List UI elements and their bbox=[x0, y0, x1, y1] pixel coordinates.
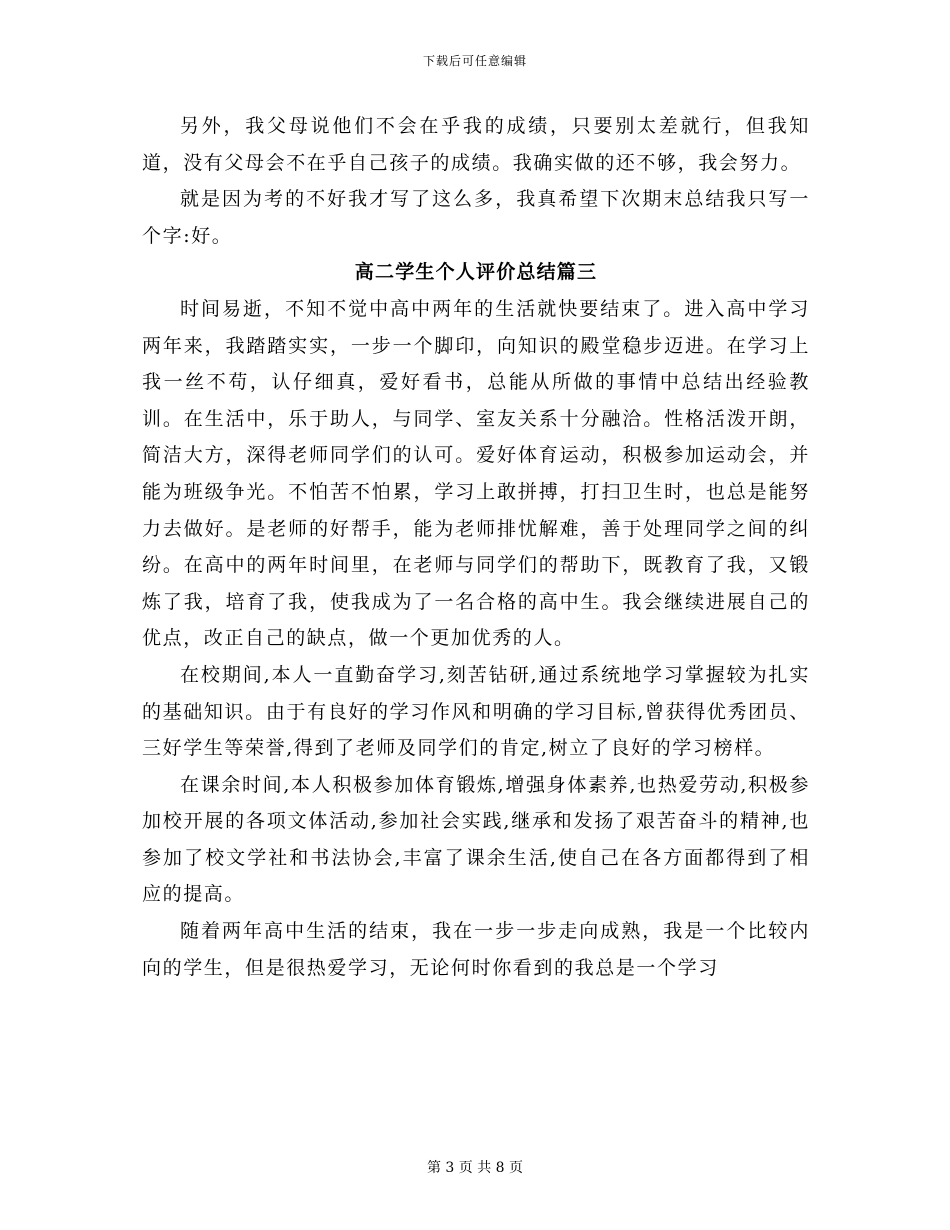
page-number: 第 3 页 共 8 页 bbox=[426, 1160, 524, 1176]
page-header: 下载后可任意编辑 bbox=[422, 54, 527, 68]
paragraph-parents-expectation: 另外，我父母说他们不会在乎我的成绩，只要别太差就行，但我知道，没有父母会不在乎自己孩子的成绩。我确实做的还不够，我会努力。 bbox=[142, 115, 810, 174]
paragraph-study-achievements: 在校期间,本人一直勤奋学习,刻苦钻研,通过系统地学习掌握较为扎实的基础知识。由于有良好的学习作风和明确的学习目标,曾获得优秀团员、三好学生等荣誉,得到了老师及同学们的肯定,树立了良好的学习榜样。 bbox=[142, 663, 810, 760]
paragraph-two-years-summary: 时间易逝，不知不觉中高中两年的生活就快要结束了。进入高中学习两年来，我踏踏实实，一步一个脚印，向知识的殿堂稳步迈进。在学习上我一丝不苟，认仔细真，爱好看书，总能从所做的事情中总结出经验教训。在生活中，乐于助人，与同学、室友关系十分融洽。性格活泼开朗，简洁大方，深得老师同学们的认可。爱好体育运动，积极参加运动会，并能为班级争光。不怕苦不怕累，学习上敢拼搏，打扫卫生时，也总是能努力去做好。是老师的好帮手，能为老师排忧解难，善于处理同学之间的纠纷。在高中的两年时间里，在老师与同学们的帮助下，既教育了我，又锻炼了我，培育了我，使我成为了一名合格的高中生。我会继续进展自己的优点，改正自己的缺点，做一个更加优秀的人。 bbox=[142, 297, 810, 650]
document-body bbox=[142, 108, 810, 986]
paragraph-extracurricular: 在课余时间,本人积极参加体育锻炼,增强身体素养,也热爱劳动,积极参加校开展的各项文体活动,参加社会实践,继承和发扬了艰苦奋斗的精神,也参加了校文学社和书法协会,丰富了课余生活,使自己在各方面都得到了相应的提高。 bbox=[142, 773, 810, 906]
paragraph-growing-up: 随着两年高中生活的结束，我在一步一步走向成熟，我是一个比较内向的学生，但是很热爱学习，无论何时你看到的我总是一个学习 bbox=[142, 920, 810, 979]
section-title: 高二学生个人评价总结篇三 bbox=[354, 261, 598, 284]
paragraph-exam-reflection: 就是因为考的不好我才写了这么多，我真希望下次期末总结我只写一个字:好。 bbox=[142, 188, 810, 247]
